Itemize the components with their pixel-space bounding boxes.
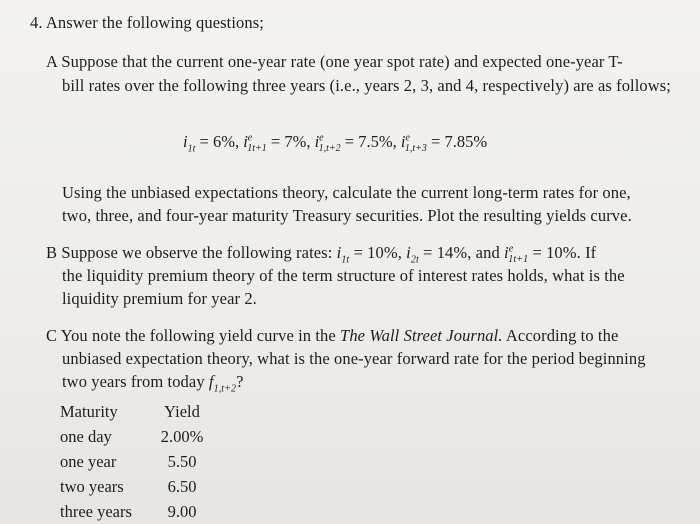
yield-header: Yield xyxy=(164,401,200,421)
part-a-line-2: bill rates over the following three years (i.e., years 2, 3, and 4, respectively) are as follows; xyxy=(62,76,671,95)
part-b-line-1: B Suppose we observe the following rates: $i_{1t} = 10\%$, $i_{2t} = 14\%$, and $i^e_{1t+1} = 10\%$. If xyxy=(46,243,597,266)
part-b-rate-3: 10% xyxy=(546,243,577,262)
rate-4: 7.85% xyxy=(444,132,488,151)
part-a-line-1: A Suppose that the current one-year rate (one year spot rate) and expected one-year T- xyxy=(46,52,623,71)
part-b-if: If xyxy=(585,243,597,262)
table-row xyxy=(60,499,208,524)
yield-table-header xyxy=(60,399,208,424)
maturity-cell: one day xyxy=(60,426,112,446)
question-heading: 4. Answer the following questions; xyxy=(30,13,264,32)
part-c-intro: C You note the following yield curve in the xyxy=(46,326,336,345)
part-b-line-3: liquidity premium for year 2. xyxy=(62,289,257,308)
part-b-intro: B Suppose we observe the following rates: xyxy=(46,243,333,262)
rate-1: 6% xyxy=(212,132,235,151)
part-b-line-2: the liquidity premium theory of the term structure of interest rates holds, what is the xyxy=(62,266,625,285)
part-b-rate-1: 10% xyxy=(367,243,398,262)
part-a-line-4: two, three, and four-year maturity Treasury securities. Plot the resulting yields curve. xyxy=(62,206,632,225)
maturity-cell: one year xyxy=(60,451,117,471)
yield-cell: 5.50 xyxy=(167,451,197,471)
table-row xyxy=(60,449,208,474)
table-row xyxy=(60,424,208,449)
journal-name: The Wall Street Journal. xyxy=(340,326,503,345)
part-c-according: According to the xyxy=(505,326,619,345)
part-a-line-3: Using the unbiased expectations theory, calculate the current long-term rates for one, xyxy=(62,183,631,202)
rate-2: 7% xyxy=(284,132,307,151)
part-a-equation: $i_{1t} = 6\%$, $i^e_{1t+1} = 7\%$, $i^e_{1,t+2} = 7.5\%$, $i^e_{1,t+3} = 7.85\%$ xyxy=(183,132,488,155)
part-c-line-2: unbiased expectation theory, what is the one-year forward rate for the period beginning xyxy=(62,349,646,368)
maturity-cell: three years xyxy=(60,501,132,521)
rate-3: 7.5% xyxy=(358,132,393,151)
table-row xyxy=(60,474,208,499)
yield-curve-table xyxy=(60,399,208,524)
part-c-line-3: two years from today $f_{1,t+2}$? xyxy=(62,372,244,395)
yield-cell: 2.00% xyxy=(160,426,204,446)
part-c-two-years: two years from today xyxy=(62,372,205,391)
yield-cell: 9.00 xyxy=(167,501,197,521)
yield-cell: 6.50 xyxy=(167,476,197,496)
maturity-header: Maturity xyxy=(60,401,118,421)
maturity-cell: two years xyxy=(60,476,124,496)
part-b-rate-2: 14% xyxy=(436,243,468,262)
part-c-line-1 xyxy=(46,326,618,346)
